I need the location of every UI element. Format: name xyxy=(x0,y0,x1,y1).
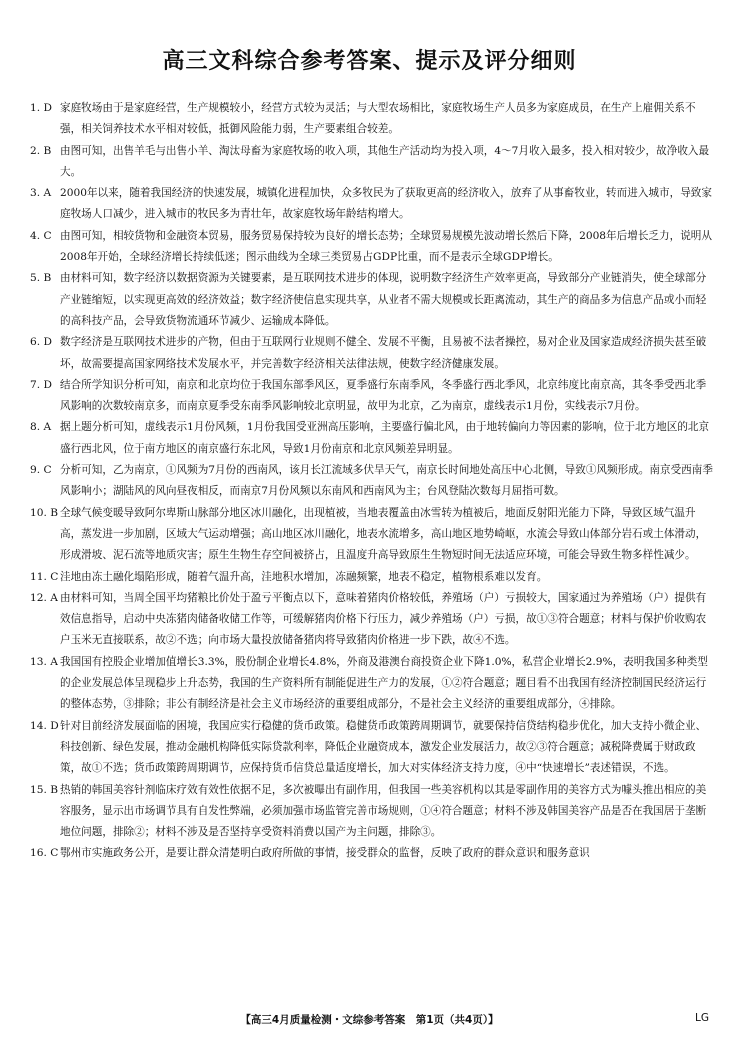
answer-number: 14. D xyxy=(30,719,59,732)
answer-number: 5. B xyxy=(30,272,52,285)
answer-item xyxy=(30,332,716,375)
answer-explanation: 分析可知，乙为南京，①风频为7月份的西南风，该月长江流域多伏旱天气，南京长时间地处高压中心北侧，导致①风频形成。南京受西南季风影响小；湖陆风的风向昼夜相反，而南京7月份风频以东南风和西南风为主；台风登陆次数每月屈指可数。 xyxy=(60,464,713,498)
answer-explanation: 热销的韩国美容针剂临床疗效有效性依据不足，多次被曝出有副作用，但我国一些美容机构以其是零副作用的美容方式为噱头推出相应的美容服务，显示出市场调节具有自发性弊端，必须加强市场监管完善市场规则，①④符合题意；材料不涉及韩国美容产品是否在我国居于垄断地位问题，排除②；材料不涉及是否坚持享受资料消费以国产为主问题，排除③。 xyxy=(60,783,707,839)
answer-item xyxy=(30,183,716,226)
answer-item xyxy=(30,417,716,460)
answer-number: 9. C xyxy=(30,464,52,477)
answer-number: 10. B xyxy=(30,506,58,519)
page-title: 高三文科综合参考答案、提示及评分细则 xyxy=(162,49,577,74)
answer-number: 13. A xyxy=(30,655,58,668)
answer-explanation: 结合所学知识分析可知，南京和北京均位于我国东部季风区，夏季盛行东南季风，冬季盛行西北季风，北京纬度比南京高，其冬季受西北季风影响的次数较南京多，而南京夏季受东南季风影响较北京明显，故甲为北京，乙为南京，虚线表示1月份，实线表示7月份。 xyxy=(60,378,707,413)
answer-item xyxy=(30,98,716,141)
answer-number: 4. C xyxy=(30,229,52,242)
answer-number: 11. C xyxy=(30,570,59,583)
answer-number: 3. A xyxy=(30,187,52,200)
answer-number: 15. B xyxy=(30,783,58,796)
answer-item xyxy=(30,652,716,716)
answer-item xyxy=(30,843,716,864)
answer-item xyxy=(30,226,716,269)
answer-explanation: 针对目前经济发展面临的困境，我国应实行稳健的货币政策。稳健货币政策跨周期调节，就要保持信贷结构稳步优化，加大支持小微企业、科技创新、绿色发展，推动金融机构降低实际贷款利率，降低企业融资成本，激发企业发展活力，故②③符合题意；减税降费属于财政政策，故①不选；货币政策跨周期调节，应保持货币信贷总量适度增长，加大对实体经济支持力度，④中“快速增长”表述错误，不选。 xyxy=(60,719,707,775)
answer-explanation: 家庭牧场由于是家庭经营，生产规模较小，经营方式较为灵活；与大型农场相比，家庭牧场生产人员多为家庭成员，在生产上雇佣关系不强，相关饲养技术水平相对较低，抵御风险能力弱，生产要素组合较差。 xyxy=(60,102,696,136)
answer-number: 12. A xyxy=(30,591,58,604)
answer-item xyxy=(30,268,716,332)
answer-explanation: 洼地由冻土融化塌陷形成，随着气温升高，洼地积水增加，冻融频繁，地表不稳定，植物根系难以发育。 xyxy=(60,570,548,583)
answer-explanation: 据上题分析可知，虚线表示1月份风频，1月份我国受亚洲高压影响，主要盛行偏北风，由于地转偏向力等因素的影响，位于北方地区的北京盛行西北风，位于南方地区的南京盛行东北风，导致1月份南京和北京风频差异明显。 xyxy=(60,421,710,455)
answer-explanation: 全球气候变暖导致阿尔卑斯山脉部分地区冰川融化，出现植被，当地表覆盖由冰雪转为植被后，地面反射阳光能力下降，导致区域气温升高，蒸发进一步加剧，区域大气运动增强；高山地区冰川融化，地表水流增多，高山地区地势崎岖，水流会导致山体部分岩石或土体滑动，形成滑坡、泥石流等地质灾害；原生生物生存空间被挤占，且温度升高导致原生生物短时间无法适应环境，可能会导致生物多样性减少。 xyxy=(60,506,707,562)
answer-item xyxy=(30,460,716,503)
answer-item xyxy=(30,588,716,652)
answer-explanation: 2000年以来，随着我国经济的快速发展，城镇化进程加快，众多牧民为了获取更高的经济收入，放弃了从事畜牧业，转而进入城市，导致家庭牧场人口减少，进入城市的牧民多为青壮年，故家庭牧场年龄结构增大。 xyxy=(60,187,712,221)
answer-explanation: 由材料可知，当周全国平均猪粮比价处于盈亏平衡点以下，意味着猪肉价格较低，养殖场（户）亏损较大，国家通过为养殖场（户）提供有效信息指导，启动中央冻猪肉储备收储工作等，可缓解猪肉价格下行压力，减少养殖场（户）亏损，故①③符合题意；材料与保护价收购农户玉米无直接联系，故②不选；向市场大量投放储备猪肉将导致猪肉价格进一步下跌，故④不选。 xyxy=(60,591,707,647)
answer-item xyxy=(30,503,716,567)
answer-number: 1. D xyxy=(30,102,52,114)
answer-explanation: 由材料可知，数字经济以数据资源为关键要素，是互联网技术进步的体现，说明数字经济生产效率更高，导致部分产业链消失，使全球部分产业链缩短，以实现更高效的经济效益；数字经济使信息实现共享，从业者不需大规模或长距离流动，其生产的商品多为信息产品或小而轻的高科技产品，会导致货物流通环节减少、运输成本降低。 xyxy=(60,272,707,327)
answer-explanation: 我国国有控股企业增加值增长3.3%，股份制企业增长4.8%，外商及港澳台商投资企业下降1.0%，私营企业增长2.9%，表明我国多种类型的企业发展总体呈现稳步上升态势，我国的生产资料所有制能促进生产力的发展，①②符合题意；题目看不出我国有经济控制国民经济运行的整体态势，③排除；非公有制经济是社会主义市场经济的重要组成部分，不是社会主义经济的重要组成部分，④排除。 xyxy=(60,655,708,711)
answer-explanation: 由图可知，相较货物和金融资本贸易，服务贸易保持较为良好的增长态势；全球贸易规模先波动增长然后下降，2008年后增长乏力，说明从2008年开始，全球经济增长持续低迷；图示曲线为全球三类贸易占GDP比重，而不是表示全球GDP增长。 xyxy=(60,229,712,264)
answer-item xyxy=(30,141,716,184)
answer-explanation: 由图可知，出售羊毛与出售小羊、淘汰母畜为家庭牧场的收入项，其他生产活动均为投入项，4～7月收入最多，投入相对较少，故净收入最大。 xyxy=(60,144,710,178)
answer-item xyxy=(30,567,716,588)
answer-number: 16. C xyxy=(30,847,59,860)
answer-item xyxy=(30,780,716,844)
answer-number: 7. D xyxy=(30,378,52,391)
answer-number: 2. B xyxy=(30,144,52,157)
answer-list xyxy=(30,98,716,865)
answer-explanation: 数字经济是互联网技术进步的产物，但由于互联网行业规则不健全、发展不平衡，且易被不法者操控，易对企业及国家造成经济损失甚至破坏，故需要提高国家网络技术发展水平，并完善数字经济相关法律法规，使数字经济健康发展。 xyxy=(60,336,707,370)
answer-item xyxy=(30,375,716,418)
footer-code: LG xyxy=(695,1012,709,1024)
answer-number: 6. D xyxy=(30,336,52,349)
answer-item xyxy=(30,716,716,780)
answer-explanation: 鄂州市实施政务公开，是要让群众清楚明白政府所做的事情，接受群众的监督，反映了政府的群众意识和服务意识 xyxy=(60,847,590,860)
answer-number: 8. A xyxy=(30,421,52,434)
page-footer: 【高三4月质量检测・文综参考答案 第1页（共4页）】 xyxy=(240,1014,499,1026)
